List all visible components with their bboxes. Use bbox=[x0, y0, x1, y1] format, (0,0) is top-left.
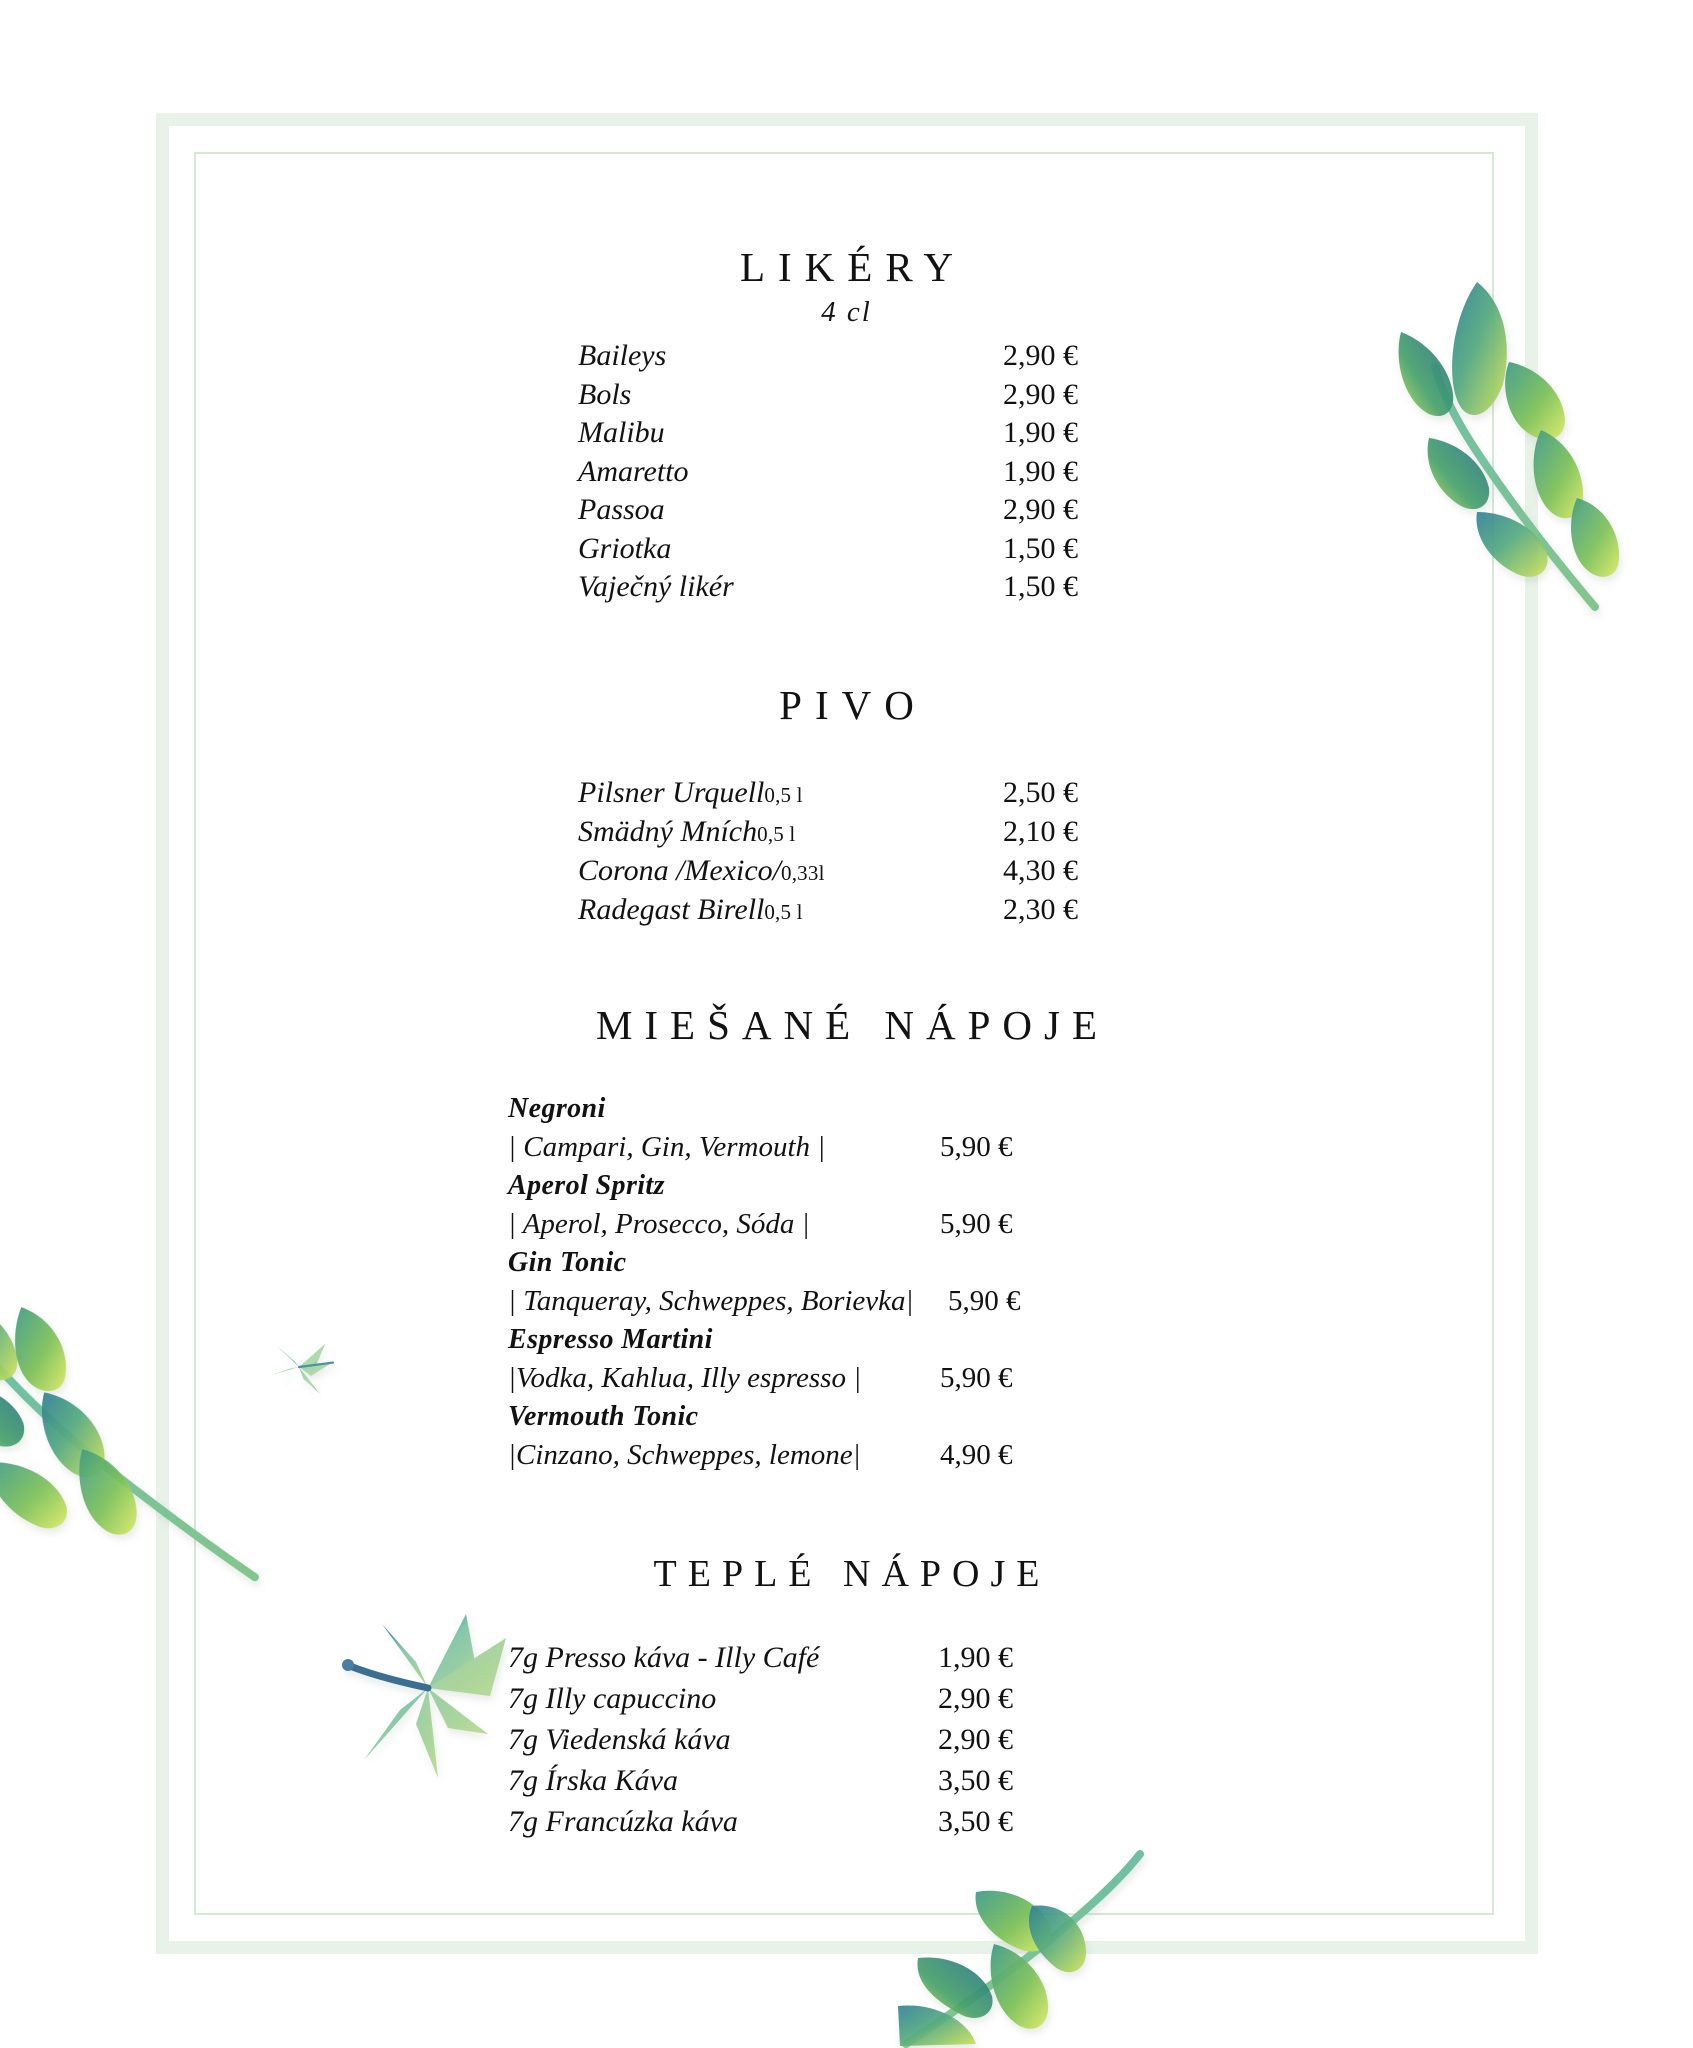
pivo-item-list bbox=[578, 773, 1178, 929]
item-name: Aperol Spritz bbox=[508, 1170, 665, 1201]
item-name: Pilsner Urquell bbox=[578, 776, 765, 809]
item-name: Griotka bbox=[578, 531, 672, 565]
item-price: 5,90 € bbox=[948, 1285, 1021, 1317]
item-price: 1,90 € bbox=[1003, 454, 1078, 488]
list-item bbox=[508, 1719, 1148, 1760]
item-name: 7g Illy capuccino bbox=[508, 1682, 717, 1715]
item-name: 7g Francúzka káva bbox=[508, 1805, 738, 1838]
item-name: Malibu bbox=[578, 416, 665, 449]
item-name: Passoa bbox=[578, 493, 665, 526]
list-item bbox=[508, 1760, 1148, 1801]
list-item bbox=[578, 414, 1138, 453]
list-item bbox=[578, 568, 1138, 607]
list-item bbox=[508, 1244, 1208, 1321]
list-item bbox=[578, 530, 1138, 569]
item-price: 2,90 € bbox=[1003, 493, 1078, 526]
item-name: Baileys bbox=[578, 339, 667, 372]
list-item bbox=[578, 812, 1178, 851]
item-price: 2,90 € bbox=[938, 1723, 1013, 1756]
item-price: 2,50 € bbox=[1003, 776, 1078, 809]
list-item bbox=[508, 1637, 1148, 1678]
item-price: 2,90 € bbox=[1003, 377, 1078, 411]
likery-item-list bbox=[578, 337, 1138, 607]
item-name: 7g Írska Káva bbox=[508, 1764, 678, 1797]
list-item bbox=[578, 376, 1138, 415]
item-price: 1,50 € bbox=[1003, 570, 1078, 603]
section-title-teple-napoje: TEPLÉ NÁPOJE bbox=[653, 1553, 1051, 1595]
item-name: Amaretto bbox=[578, 454, 689, 488]
list-item bbox=[578, 491, 1138, 530]
miesane-napoje-item-list bbox=[508, 1090, 1208, 1475]
item-price: 1,50 € bbox=[1003, 531, 1078, 565]
item-price: 4,90 € bbox=[940, 1439, 1013, 1471]
item-price: 2,30 € bbox=[1003, 893, 1078, 926]
section-title-likery: LIKÉRY bbox=[739, 244, 967, 290]
item-volume: 0,5 l bbox=[757, 822, 796, 846]
item-name: 7g Presso káva - Illy Café bbox=[508, 1641, 820, 1674]
item-price: 1,90 € bbox=[938, 1641, 1013, 1674]
item-price: 5,90 € bbox=[940, 1131, 1013, 1163]
list-item bbox=[578, 773, 1178, 812]
section-title-miesane-napoje: MIEŠANÉ NÁPOJE bbox=[595, 1002, 1110, 1048]
item-name: Negroni bbox=[508, 1093, 606, 1124]
item-name: Radegast Birell bbox=[578, 893, 765, 926]
list-item bbox=[508, 1321, 1208, 1398]
list-item bbox=[578, 337, 1138, 376]
item-name: Smädný Mních bbox=[578, 815, 758, 848]
item-price: 2,90 € bbox=[1003, 339, 1078, 372]
item-ingredients: | Aperol, Prosecco, Sóda | bbox=[508, 1208, 810, 1240]
section-subtitle-likery: 4 cl bbox=[821, 296, 872, 328]
item-ingredients: | Campari, Gin, Vermouth | bbox=[508, 1131, 826, 1163]
item-name: Corona /Mexico/ bbox=[578, 854, 782, 887]
item-price: 5,90 € bbox=[940, 1208, 1013, 1240]
list-item bbox=[508, 1167, 1208, 1244]
item-price: 2,90 € bbox=[938, 1682, 1013, 1715]
item-ingredients: | Tanqueray, Schweppes, Borievka| bbox=[508, 1285, 914, 1317]
item-name: Gin Tonic bbox=[508, 1247, 627, 1278]
list-item bbox=[578, 851, 1178, 890]
item-name: Bols bbox=[578, 377, 632, 411]
item-ingredients: |Cinzano, Schweppes, lemone| bbox=[508, 1439, 861, 1471]
item-ingredients: |Vodka, Kahlua, Illy espresso | bbox=[508, 1362, 862, 1394]
list-item bbox=[578, 453, 1138, 492]
teple-napoje-item-list bbox=[508, 1637, 1148, 1842]
item-volume: 0,33l bbox=[781, 861, 825, 885]
list-item bbox=[508, 1801, 1148, 1842]
item-name: Vaječný likér bbox=[578, 570, 734, 603]
item-price: 3,50 € bbox=[938, 1764, 1013, 1797]
list-item bbox=[508, 1398, 1208, 1475]
list-item bbox=[508, 1678, 1148, 1719]
item-price: 2,10 € bbox=[1003, 815, 1078, 848]
list-item bbox=[578, 890, 1178, 929]
item-price: 1,90 € bbox=[1003, 416, 1078, 449]
item-name: 7g Viedenská káva bbox=[508, 1723, 731, 1756]
item-name: Espresso Martini bbox=[508, 1324, 713, 1355]
item-volume: 0,5 l bbox=[764, 783, 803, 807]
item-volume: 0,5 l bbox=[764, 900, 803, 924]
list-item bbox=[508, 1090, 1208, 1167]
item-price: 5,90 € bbox=[940, 1362, 1013, 1394]
item-price: 3,50 € bbox=[938, 1805, 1013, 1838]
section-title-pivo: PIVO bbox=[779, 682, 927, 728]
item-price: 4,30 € bbox=[1003, 854, 1078, 887]
item-name: Vermouth Tonic bbox=[508, 1401, 699, 1432]
